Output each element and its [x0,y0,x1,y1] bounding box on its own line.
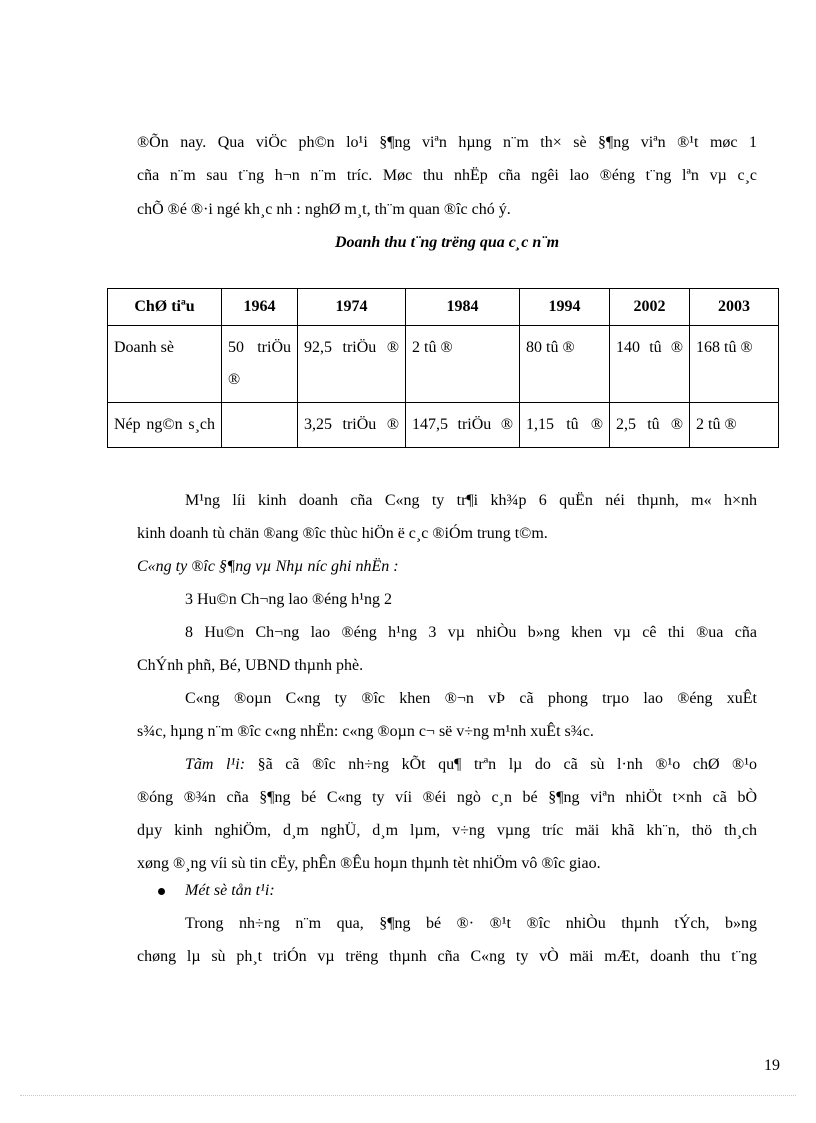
text-line: kinh doanh tù chän ®ang ®îc thùc hiÖn ë c¸c ®iÓm trung t©m. [137,525,548,542]
text-line: dµy kinh nghiÖm, d¸m nghÜ, d¸m lµm, v÷ng vµng tríc mäi khã kh¨n, thö th¸ch [137,822,757,839]
summary-first-line [185,755,757,775]
table-cell: 1,15 tû ® [520,403,610,448]
row-label: Doanh sè [108,326,222,403]
table-header-cell: 1984 [406,289,520,326]
text-line: s¾c, hµng n¨m ®îc c«ng nhËn: c«ng ®oµn c¬ së v÷ng m¹nh xuÊt s¾c. [137,723,594,740]
text-line: chøng lµ sù ph¸t triÓn vµ trëng thµnh cña C«ng ty vÒ mäi mÆt, doanh thu t¨ng [137,948,757,965]
bullet-icon [158,888,165,895]
table-caption: Doanh thu t¨ng trëng qua c¸c n¨m [334,234,560,251]
table-row [108,403,779,448]
table-cell: 80 tû ® [520,326,610,403]
text-line: Trong nh÷ng n¨m qua, §¶ng bé ®· ®¹t ®îc nhiÒu thµnh tÝch, b»ng [185,915,757,932]
table-header-cell: 1964 [222,289,298,326]
table-header-cell: 2002 [610,289,690,326]
text-line: ®Õn nay. Qua viÖc ph©n lo¹i §¶ng viªn hµng n¨m th× sè §¶ng viªn ®¹t møc 1 [137,134,757,151]
bullet-heading: Mét sè tån t¹i: [185,882,275,899]
footer-divider [20,1095,796,1096]
table-header-cell: 1974 [298,289,406,326]
text-line: cña n¨m sau t¨ng h¬n n¨m tríc. Møc thu nhËp cña ngêi lao ®éng t¨ng lªn vµ c¸c [137,167,757,184]
table-header-cell: 2003 [690,289,779,326]
row-label: Nép ng©n s¸ch [108,403,222,448]
revenue-table [107,288,779,448]
award-line: 3 Hu©n Ch¬ng lao ®éng h¹ng 2 [185,591,393,608]
text-line: M¹ng líi kinh doanh cña C«ng ty tr¶i kh¾p 6 quËn néi thµnh, m« h×nh [185,492,757,509]
award-line: ChÝnh phñ, Bé, UBND thµnh phè. [137,657,364,674]
table-cell [222,403,298,448]
table-row [108,326,779,403]
table-header-cell: ChØ tiªu [108,289,222,326]
table-cell: 168 tû ® [690,326,779,403]
table-cell: 2 tû ® [690,403,779,448]
text-line: C«ng ®oµn C«ng ty ®îc khen ®¬n vÞ cã phong trµo lao ®éng xuÊt [185,690,757,707]
text-line: ®óng ®¾n cña §¶ng bé C«ng ty víi ®éi ngò c¸n bé §¶ng viªn nhiÖt t×nh cã bÒ [137,789,757,806]
table-header-row [108,289,779,326]
text-line: chÕ ®é ®·i ngé kh¸c nh : nghØ m¸t, th¨m quan ®îc chó ý. [137,201,511,218]
award-line: 8 Hu©n Ch¬ng lao ®éng h¹ng 3 vµ nhiÒu b»ng khen vµ cê thi ®ua cña [185,624,757,641]
table-header-cell: 1994 [520,289,610,326]
summary-text: §ã cã ®îc nh÷ng kÕt qu¶ trªn lµ do cã sù l·nh ®¹o chØ ®¹o [245,756,758,773]
table-cell: 2 tû ® [406,326,520,403]
table-cell: 3,25 triÖu ® [298,403,406,448]
section-heading: C«ng ty ®îc §¶ng vµ Nhµ níc ghi nhËn : [137,558,399,575]
table-cell: 2,5 tû ® [610,403,690,448]
table-cell: 92,5 triÖu ® [298,326,406,403]
table-cell: 140 tû ® [610,326,690,403]
summary-lead: Tãm l¹i: [185,756,246,773]
page-number: 19 [764,1057,780,1074]
text-line: xøng ®¸ng víi sù tin cËy, phÊn ®Êu hoµn thµnh tèt nhiÖm vô ®îc giao. [137,855,601,872]
table-cell: 147,5 triÖu ® [406,403,520,448]
table-cell: 50 triÖu ® [222,326,298,403]
